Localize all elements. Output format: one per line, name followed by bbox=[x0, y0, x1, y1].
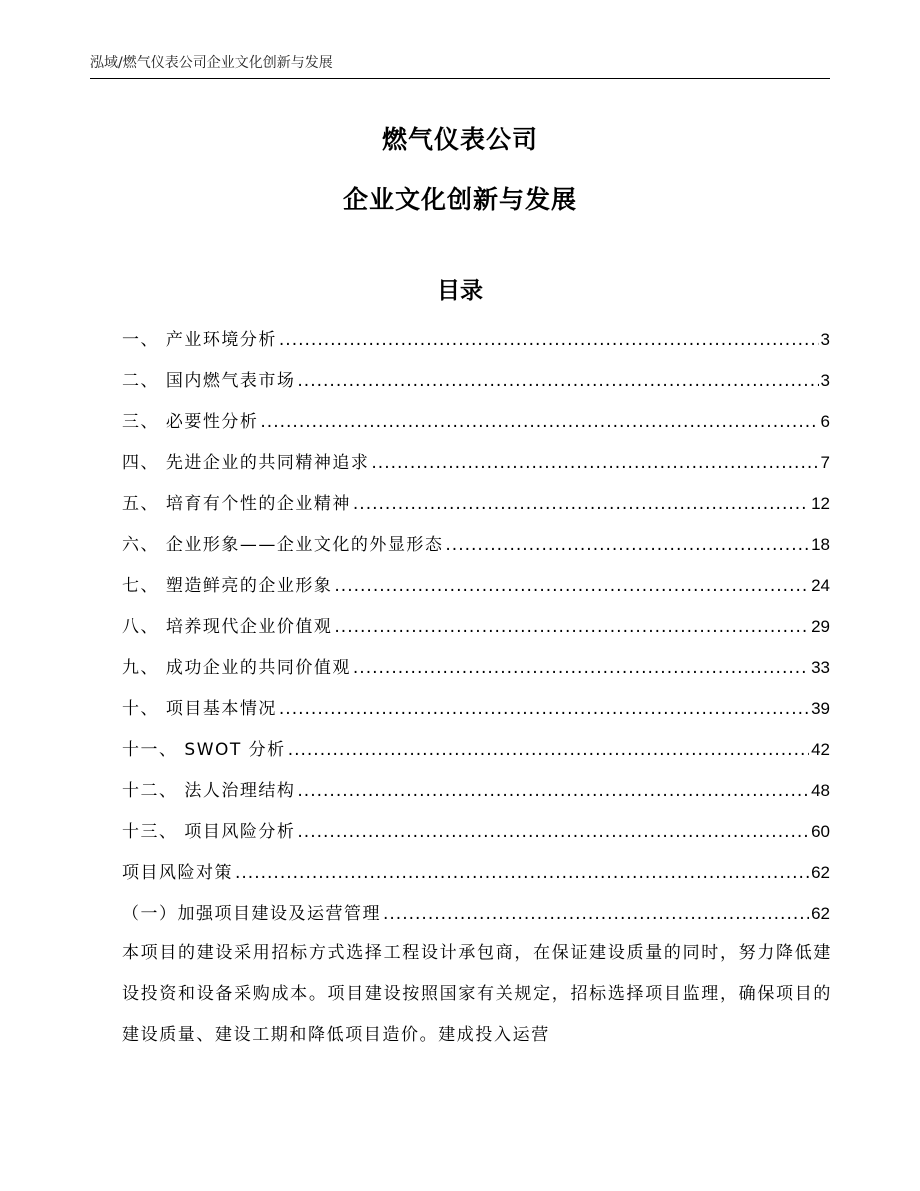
toc-entry-page-number: 18 bbox=[811, 535, 830, 554]
toc-leader-dots bbox=[383, 894, 809, 935]
toc-entry-label: 七、 塑造鲜亮的企业形象 bbox=[122, 576, 333, 596]
toc-leader-dots bbox=[353, 648, 809, 689]
toc-entry[interactable] bbox=[122, 483, 830, 524]
toc-entry-page-number: 29 bbox=[811, 617, 830, 636]
toc-entry-page-number: 6 bbox=[820, 412, 830, 431]
toc-entry-label: （一）加强项目建设及运营管理 bbox=[122, 904, 381, 924]
toc-entry[interactable] bbox=[122, 729, 830, 770]
toc-entry-label: 项目风险对策 bbox=[122, 863, 233, 883]
document-title-line2: 企业文化创新与发展 bbox=[342, 185, 577, 214]
toc-leader-dots bbox=[371, 443, 818, 484]
toc-entry-label: 九、 成功企业的共同价值观 bbox=[122, 658, 351, 678]
toc-leader-dots bbox=[334, 607, 809, 648]
toc-entry[interactable] bbox=[122, 360, 830, 401]
toc-leader-dots bbox=[279, 689, 809, 730]
toc-entry-label: 八、 培养现代企业价值观 bbox=[122, 617, 333, 637]
toc-entry-page-number: 42 bbox=[811, 740, 830, 759]
toc-leader-dots bbox=[297, 812, 809, 853]
toc-entry[interactable] bbox=[122, 606, 830, 647]
toc-entry-page-number: 24 bbox=[811, 576, 830, 595]
toc-entry[interactable] bbox=[122, 401, 830, 442]
page-header: 泓域/燃气仪表公司企业文化创新与发展 bbox=[90, 52, 830, 79]
toc-entry[interactable] bbox=[122, 442, 830, 483]
table-of-contents bbox=[122, 319, 830, 934]
toc-entry[interactable] bbox=[122, 770, 830, 811]
document-title-line1: 燃气仪表公司 bbox=[381, 125, 538, 154]
toc-leader-dots bbox=[353, 484, 809, 525]
toc-entry-label: 五、 培育有个性的企业精神 bbox=[122, 494, 351, 514]
toc-entry-page-number: 62 bbox=[811, 904, 830, 923]
toc-entry-page-number: 3 bbox=[820, 371, 830, 390]
toc-entry-label: 三、 必要性分析 bbox=[122, 412, 259, 432]
toc-leader-dots bbox=[334, 566, 809, 607]
toc-entry-label: 二、 国内燃气表市场 bbox=[122, 371, 296, 391]
toc-entry-label: 十二、 法人治理结构 bbox=[122, 781, 296, 801]
toc-entry-page-number: 33 bbox=[811, 658, 830, 677]
toc-entry-page-number: 48 bbox=[811, 781, 830, 800]
toc-leader-dots bbox=[445, 525, 809, 566]
toc-entry[interactable] bbox=[122, 524, 830, 565]
toc-entry-page-number: 62 bbox=[811, 863, 830, 882]
toc-leader-dots bbox=[288, 730, 809, 771]
body-paragraph: 本项目的建设采用招标方式选择工程设计承包商，在保证建设质量的同时，努力降低建设投资和设备采购成本。项目建设按照国家有关规定，招标选择项目监理，确保项目的建设质量、建设工期和降低项目造价。建成投入运营 bbox=[122, 943, 832, 1045]
toc-entry[interactable] bbox=[122, 688, 830, 729]
toc-entry-page-number: 12 bbox=[811, 494, 830, 513]
toc-leader-dots bbox=[297, 361, 818, 402]
toc-leader-dots bbox=[297, 771, 809, 812]
toc-entry[interactable] bbox=[122, 811, 830, 852]
toc-entry[interactable] bbox=[122, 565, 830, 606]
toc-entry-label: 十、 项目基本情况 bbox=[122, 699, 277, 719]
toc-entry-page-number: 39 bbox=[811, 699, 830, 718]
toc-entry[interactable] bbox=[122, 852, 830, 893]
toc-entry-label: 一、 产业环境分析 bbox=[122, 330, 277, 350]
toc-heading: 目录 bbox=[437, 278, 483, 304]
toc-entry-page-number: 7 bbox=[820, 453, 830, 472]
toc-leader-dots bbox=[260, 402, 818, 443]
toc-entry[interactable] bbox=[122, 893, 830, 934]
toc-entry-label: 十三、 项目风险分析 bbox=[122, 822, 296, 842]
toc-entry-label: 十一、 SWOT 分析 bbox=[122, 740, 286, 760]
toc-entry[interactable] bbox=[122, 647, 830, 688]
toc-entry-label: 六、 企业形象——企业文化的外显形态 bbox=[122, 535, 444, 555]
toc-leader-dots bbox=[235, 853, 809, 894]
toc-entry-page-number: 60 bbox=[811, 822, 830, 841]
toc-leader-dots bbox=[279, 320, 819, 361]
toc-entry-label: 四、 先进企业的共同精神追求 bbox=[122, 453, 370, 473]
toc-entry[interactable] bbox=[122, 319, 830, 360]
toc-entry-page-number: 3 bbox=[820, 330, 830, 349]
